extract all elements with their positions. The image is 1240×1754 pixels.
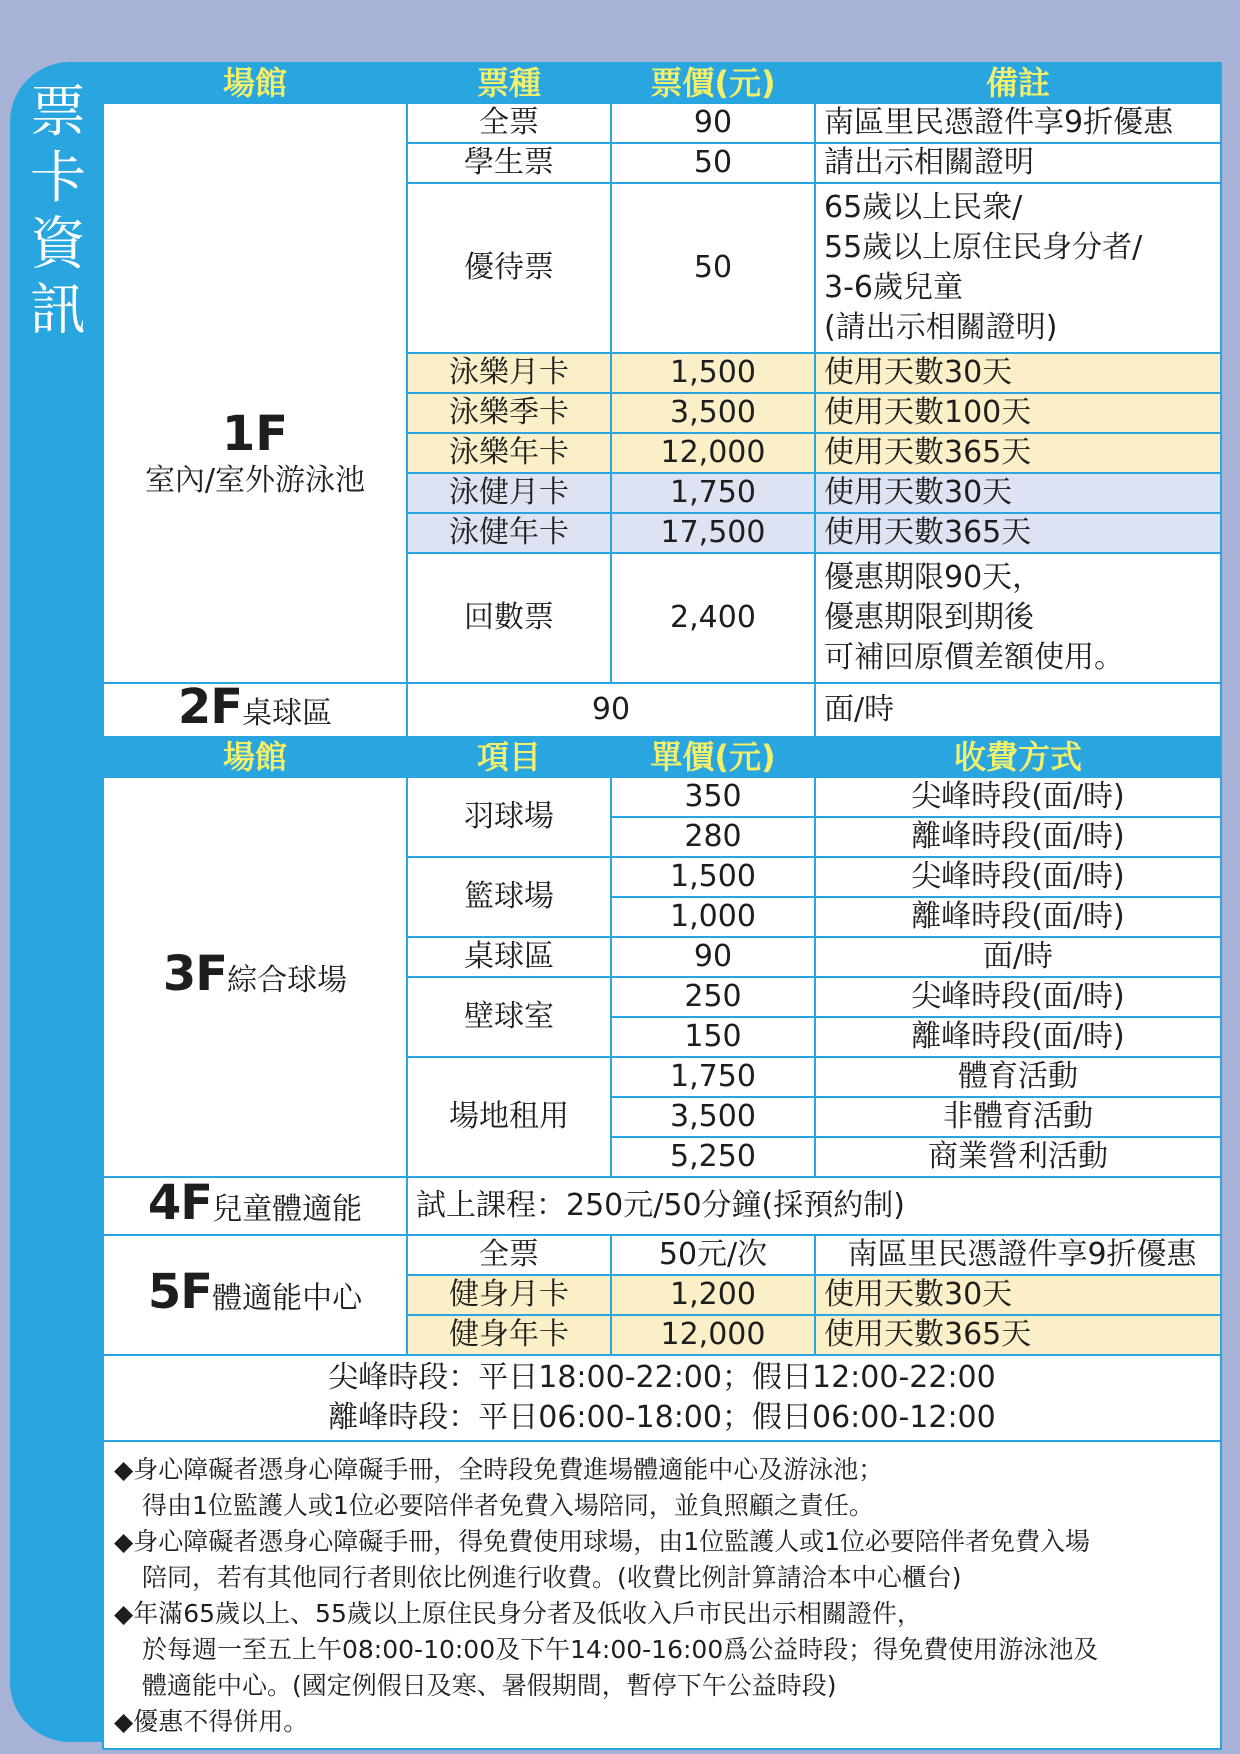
court-method: 尖峰時段(面/時) bbox=[815, 777, 1221, 817]
note-first-line: ◆身心障礙者憑身心障礙手冊，全時段免費進場體適能中心及游泳池； bbox=[114, 1455, 884, 1484]
table-row bbox=[103, 683, 1221, 737]
table-row bbox=[103, 1235, 1221, 1275]
ticket-type: 回數票 bbox=[407, 553, 611, 683]
header-price: 單價(元) bbox=[611, 737, 815, 777]
venue-cell bbox=[103, 1177, 407, 1235]
note-line: 55歲以上原住民身分者/ bbox=[824, 230, 1143, 265]
venue-cell bbox=[103, 1235, 407, 1355]
court-method: 非體育活動 bbox=[815, 1097, 1221, 1137]
note-item bbox=[114, 1524, 1210, 1596]
court-price: 3,500 bbox=[611, 1097, 815, 1137]
ticket-note: 使用天數30天 bbox=[815, 1275, 1221, 1315]
floor-label: 2F bbox=[177, 683, 243, 735]
court-method: 離峰時段(面/時) bbox=[815, 817, 1221, 857]
court-item: 桌球區 bbox=[407, 937, 611, 977]
court-price: 90 bbox=[611, 937, 815, 977]
note-line: 3-6歲兒童 bbox=[824, 270, 963, 305]
ticket-price: 50 bbox=[611, 143, 815, 183]
ticket-type: 學生票 bbox=[407, 143, 611, 183]
header-row-2 bbox=[103, 737, 1221, 777]
court-item: 壁球室 bbox=[407, 977, 611, 1057]
court-item: 場地租用 bbox=[407, 1057, 611, 1177]
ticket-note: 請出示相關證明 bbox=[815, 143, 1221, 183]
court-method: 離峰時段(面/時) bbox=[815, 897, 1221, 937]
ticket-type: 泳健年卡 bbox=[407, 513, 611, 553]
ticket-note: 使用天數365天 bbox=[815, 433, 1221, 473]
peak-times bbox=[103, 1355, 1221, 1441]
floor-label: 1F bbox=[221, 406, 289, 462]
ticket-price: 1,500 bbox=[611, 353, 815, 393]
ticket-price: 12,000 bbox=[611, 1315, 815, 1355]
ticket-type: 健身月卡 bbox=[407, 1275, 611, 1315]
court-price: 350 bbox=[611, 777, 815, 817]
court-price: 5,250 bbox=[611, 1137, 815, 1177]
note-line: 陪同，若有其他同行者則依比例進行收費。(收費比例計算請洽本中心櫃台) bbox=[142, 1563, 962, 1592]
floor-label: 3F bbox=[162, 945, 228, 1002]
note-line: 65歲以上民衆/ bbox=[824, 190, 1023, 225]
header-method: 收費方式 bbox=[815, 737, 1221, 777]
court-price: 250 bbox=[611, 977, 815, 1017]
header-price: 票價(元) bbox=[611, 63, 815, 103]
header-ticket: 票種 bbox=[407, 63, 611, 103]
ticket-type: 全票 bbox=[407, 103, 611, 143]
court-method: 離峰時段(面/時) bbox=[815, 1017, 1221, 1057]
note-line: 得由1位監護人或1位必要陪伴者免費入場陪同，並負照顧之責任。 bbox=[142, 1491, 874, 1520]
side-title-char: 訊 bbox=[30, 278, 86, 343]
note-line: 優惠期限90天， bbox=[824, 560, 1043, 595]
header-venue: 場館 bbox=[103, 737, 407, 777]
venue-cell bbox=[103, 103, 407, 683]
note-line: 體適能中心。(國定例假日及寒、暑假期間，暫停下午公益時段) bbox=[142, 1671, 837, 1700]
table-tennis-price: 90 bbox=[407, 683, 815, 737]
note-line: 優惠期限到期後 bbox=[824, 600, 1034, 635]
table-row bbox=[103, 777, 1221, 817]
peak-line: 尖峰時段：平日18:00-22:00；假日12:00-22:00 bbox=[328, 1360, 996, 1395]
ticket-type: 泳健月卡 bbox=[407, 473, 611, 513]
side-title-char: 票 bbox=[30, 80, 86, 145]
ticket-type: 泳樂季卡 bbox=[407, 393, 611, 433]
venue-cell bbox=[103, 777, 407, 1177]
note-line: 可補回原價差額使用。 bbox=[824, 640, 1124, 675]
peak-row bbox=[103, 1355, 1221, 1441]
floor-label: 5F bbox=[147, 1263, 213, 1320]
notes-cell bbox=[103, 1441, 1221, 1749]
note-first-line: ◆身心障礙者憑身心障礙手冊，得免費使用球場，由1位監護人或1位必要陪伴者免費入場 bbox=[114, 1527, 1091, 1556]
header-item: 項目 bbox=[407, 737, 611, 777]
court-price: 1,000 bbox=[611, 897, 815, 937]
court-method: 尖峰時段(面/時) bbox=[815, 977, 1221, 1017]
venue-cell bbox=[103, 683, 407, 737]
court-price: 1,750 bbox=[611, 1057, 815, 1097]
header-venue: 場館 bbox=[103, 63, 407, 103]
court-price: 1,500 bbox=[611, 857, 815, 897]
ticket-note: 使用天數365天 bbox=[815, 1315, 1221, 1355]
court-method: 體育活動 bbox=[815, 1057, 1221, 1097]
ticket-note: 南區里民憑證件享9折優惠 bbox=[815, 1235, 1221, 1275]
court-item: 羽球場 bbox=[407, 777, 611, 857]
ticket-note bbox=[815, 183, 1221, 353]
notes-row bbox=[103, 1441, 1221, 1749]
side-title-char: 資 bbox=[30, 212, 86, 277]
note-item bbox=[114, 1452, 1210, 1524]
ticket-price: 2,400 bbox=[611, 553, 815, 683]
court-method: 尖峰時段(面/時) bbox=[815, 857, 1221, 897]
ticket-note: 使用天數30天 bbox=[815, 473, 1221, 513]
venue-name: 綜合球場 bbox=[227, 962, 348, 998]
ticket-price: 12,000 bbox=[611, 433, 815, 473]
floor-label: 4F bbox=[147, 1177, 213, 1231]
venue-name: 兒童體適能 bbox=[212, 1191, 363, 1227]
venue-name: 體適能中心 bbox=[212, 1280, 363, 1316]
header-note: 備註 bbox=[815, 63, 1221, 103]
offpeak-line: 離峰時段：平日06:00-18:00；假日06:00-12:00 bbox=[328, 1400, 996, 1435]
side-title bbox=[30, 80, 86, 344]
ticket-type: 全票 bbox=[407, 1235, 611, 1275]
ticket-type: 泳樂月卡 bbox=[407, 353, 611, 393]
note-item bbox=[114, 1596, 1210, 1704]
ticket-price: 90 bbox=[611, 103, 815, 143]
table-tennis-note: 面/時 bbox=[815, 683, 1221, 737]
ticket-price: 3,500 bbox=[611, 393, 815, 433]
ticket-price: 17,500 bbox=[611, 513, 815, 553]
kids-fitness-info: 試上課程：250元/50分鐘(採預約制) bbox=[407, 1177, 1221, 1235]
ticket-type: 優待票 bbox=[407, 183, 611, 353]
ticket-type: 泳樂年卡 bbox=[407, 433, 611, 473]
court-price: 150 bbox=[611, 1017, 815, 1057]
court-method: 商業營利活動 bbox=[815, 1137, 1221, 1177]
court-price: 280 bbox=[611, 817, 815, 857]
note-first-line: ◆年滿65歲以上、55歲以上原住民身分者及低收入戶市民出示相關證件， bbox=[114, 1599, 922, 1628]
note-line: (請出示相關證明) bbox=[824, 310, 1058, 345]
ticket-note: 使用天數365天 bbox=[815, 513, 1221, 553]
ticket-price: 1,750 bbox=[611, 473, 815, 513]
ticket-note: 南區里民憑證件享9折優惠 bbox=[815, 103, 1221, 143]
ticket-type: 健身年卡 bbox=[407, 1315, 611, 1355]
ticket-note bbox=[815, 553, 1221, 683]
venue-name: 室內/室外游泳池 bbox=[144, 463, 366, 498]
ticket-note: 使用天數100天 bbox=[815, 393, 1221, 433]
ticket-price: 50 bbox=[611, 183, 815, 353]
header-row-1 bbox=[103, 63, 1221, 103]
note-line: 於每週一至五上午08:00-10:00及下午14:00-16:00爲公益時段；得免費使用游泳池及 bbox=[142, 1635, 1099, 1664]
table-row bbox=[103, 1177, 1221, 1235]
note-item bbox=[114, 1704, 1210, 1740]
side-title-char: 卡 bbox=[30, 146, 86, 211]
note-first-line: ◆優惠不得併用。 bbox=[114, 1707, 309, 1736]
fee-table bbox=[102, 62, 1222, 1750]
ticket-price: 50元/次 bbox=[611, 1235, 815, 1275]
court-method: 面/時 bbox=[815, 937, 1221, 977]
table-row bbox=[103, 103, 1221, 143]
court-item: 籃球場 bbox=[407, 857, 611, 937]
fee-content bbox=[102, 62, 1220, 1750]
venue-name: 桌球區 bbox=[242, 695, 333, 731]
ticket-note: 使用天數30天 bbox=[815, 353, 1221, 393]
ticket-price: 1,200 bbox=[611, 1275, 815, 1315]
